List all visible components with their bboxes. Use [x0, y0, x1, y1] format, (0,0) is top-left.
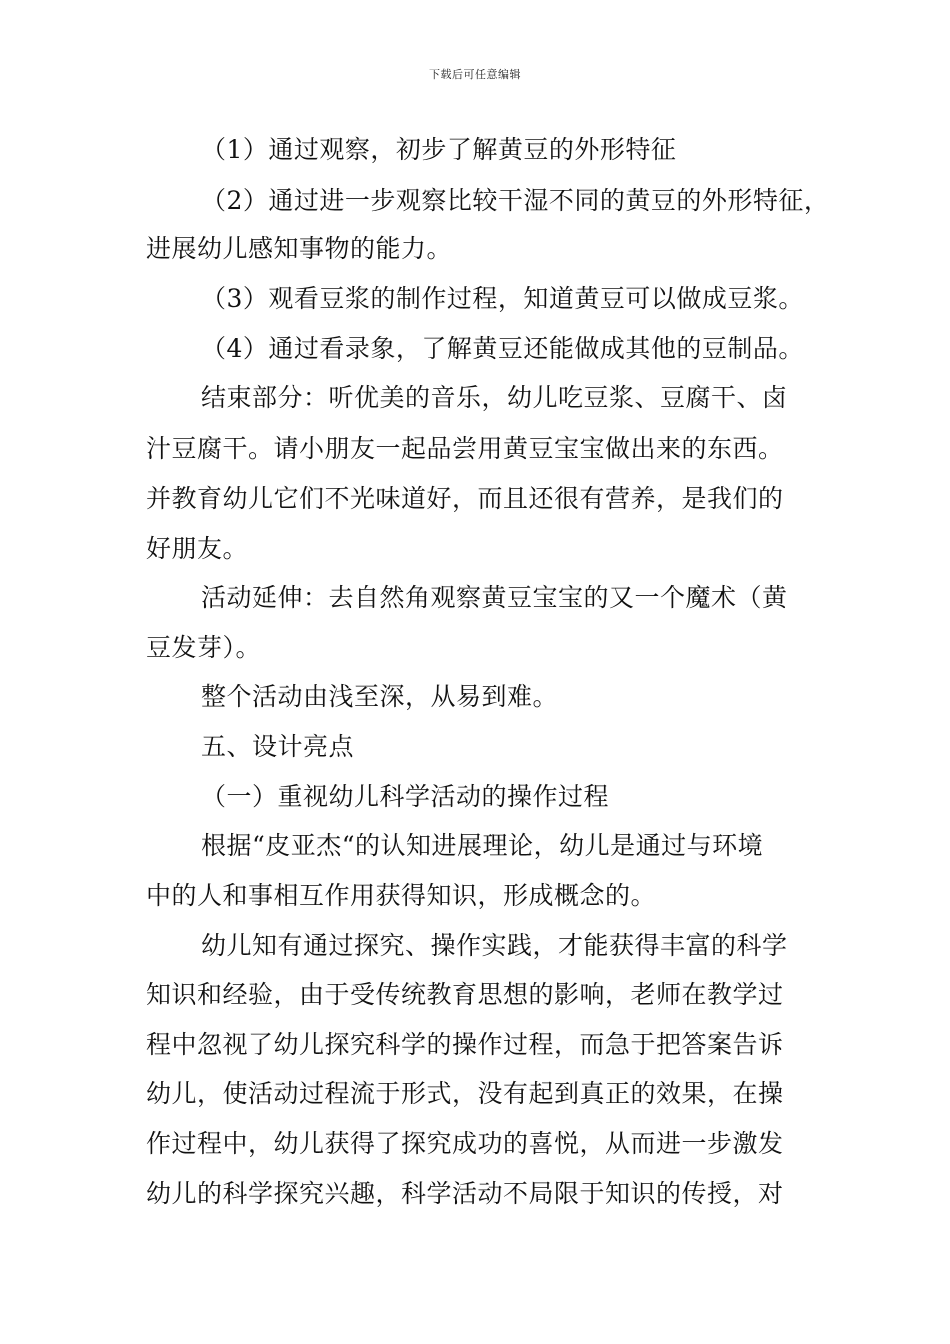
- page-header: 下载后可任意编辑: [429, 68, 521, 81]
- text-line: 汁豆腐干。请小朋友一起品尝用黄豆宝宝做出来的东西。: [146, 434, 784, 463]
- text-line: （2）通过进一步观察比较干湿不同的黄豆的外形特征，: [201, 186, 830, 215]
- text-line: 幼儿知有通过探究、操作实践，才能获得丰富的科学: [201, 931, 788, 960]
- text-line: 中的人和事相互作用获得知识，形成概念的。: [146, 881, 657, 910]
- text-line: 结束部分：听优美的音乐，幼儿吃豆浆、豆腐干、卤: [201, 383, 788, 412]
- section-heading: 五、设计亮点: [201, 732, 355, 761]
- text-line: 幼儿的科学探究兴趣，科学活动不局限于知识的传授，对: [146, 1179, 784, 1208]
- text-line: （3）观看豆浆的制作过程，知道黄豆可以做成豆浆。: [201, 284, 804, 313]
- text-line: 活动延伸：去自然角观察黄豆宝宝的又一个魔术（黄: [201, 583, 788, 612]
- text-line: 作过程中，幼儿获得了探究成功的喜悦，从而进一步激发: [146, 1129, 784, 1158]
- text-line: 好朋友。: [146, 534, 249, 563]
- subsection-heading: （一）重视幼儿科学活动的操作过程: [201, 782, 610, 811]
- text-line: 进展幼儿感知事物的能力。: [146, 234, 453, 263]
- text-line: 豆发芽）。: [146, 633, 262, 662]
- text-line: 知识和经验，由于受传统教育思想的影响，老师在教学过: [146, 980, 784, 1009]
- text-line: 根据“皮亚杰“的认知进展理论，幼儿是通过与环境: [201, 831, 764, 860]
- text-line: 幼儿，使活动过程流于形式，没有起到真正的效果，在操: [146, 1079, 784, 1108]
- text-line: 程中忽视了幼儿探究科学的操作过程，而急于把答案告诉: [146, 1030, 784, 1059]
- text-line: 整个活动由浅至深，从易到难。: [201, 682, 559, 711]
- text-line: （4）通过看录象，了解黄豆还能做成其他的豆制品。: [201, 334, 804, 363]
- text-line: （1）通过观察，初步了解黄豆的外形特征: [201, 135, 677, 164]
- text-line: 并教育幼儿它们不光味道好，而且还很有营养，是我们的: [146, 484, 784, 513]
